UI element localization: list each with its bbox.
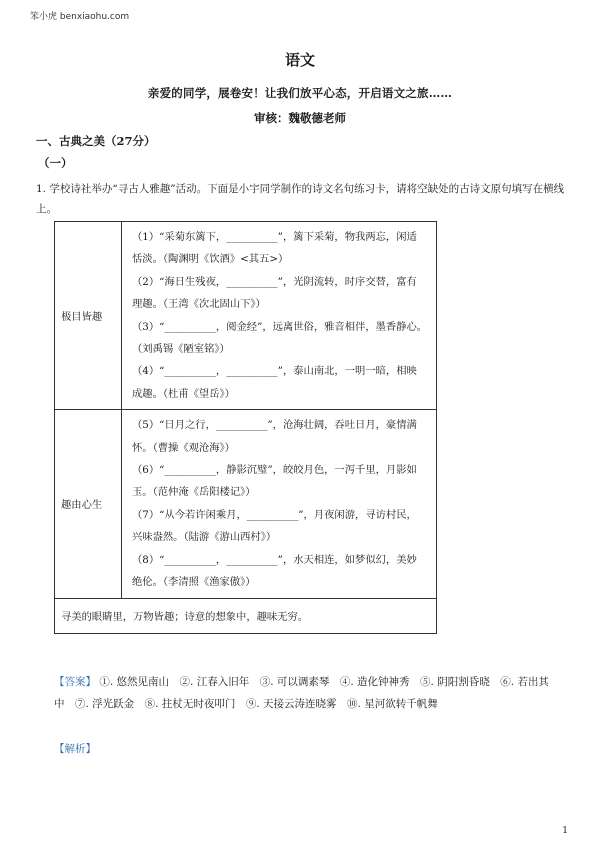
item-line: （刘禹锡《陋室铭》） [132,343,230,356]
question-prompt: 1. 学校诗社举办“寻古人雅趣”活动。下面是小宇同学制作的诗文名句练习卡，请将空缺处的古诗文原句填写在横线上。 [36,183,565,215]
item-line: （2）“海日生残夜，__________”，光阴流转，时序交替，富有 [132,275,417,288]
items-cell [122,222,437,410]
item-line: （6）“__________，静影沉璧”，皎皎月色，一泻千里，月影如 [132,464,417,477]
analysis-block [54,741,96,756]
item-line: 怀。（曹操《观沧海》） [132,441,235,454]
item-line: （3）“__________，阅金经”，远离世俗，雅音相伴，墨香静心。 [132,320,428,333]
item-line: （5）“日月之行，__________”，沧海壮阔，吞吐日月，豪情满 [132,419,417,432]
item-line: （7）“从今若许闲乘月，__________”，月夜闲游，寻访村民， [132,508,417,521]
item-line: （1）“采菊东篱下，__________”，篱下采菊，物我两忘，闲适 [132,231,417,243]
item-line: 玉。（范仲淹《岳阳楼记》） [132,486,256,499]
reviewer-line: 审核：魏敬德老师 [254,111,346,125]
item-line: 理趣。（王湾《次北固山下》） [132,298,266,311]
answer-text: ①. 悠然见南山 ②. 江春入旧年 ③. 可以调素琴 ④. 造化钟神秀 ⑤. 阴阳割昏晓 ⑥. 若出其中 ⑦. 浮光跃金 ⑧. 拄杖无时夜叩门 ⑨. 天接云涛连晓雾 ⑩. 星河欲转千帆舞 [54,676,549,710]
section-heading: 一、古典之美（27分） [36,134,156,148]
page-title: 语文 [284,51,315,69]
table-row [55,410,437,598]
category-cell: 极目皆趣 [55,222,122,410]
table-row [55,598,437,633]
poetry-practice-table [54,221,437,634]
analysis-tag: 【解析】 [54,743,96,755]
subsection-heading: （一） [38,156,73,170]
answer-tag: 【答案】 [54,676,96,688]
items-cell [122,410,437,598]
item-line: 成趣。（杜甫《望岳》） [132,387,235,400]
site-watermark: 笨小虎 benxiaohu.com [30,12,130,22]
item-line: 兴味盎然。（陆游《游山西村》） [132,531,277,544]
table-note: 寻美的眼睛里，万物皆趣；诗意的想象中，趣味无穷。 [55,598,437,633]
page-subtitle: 亲爱的同学，展卷安！让我们放平心态，开启语文之旅…… [147,86,453,100]
answer-block [54,671,554,715]
item-line: 恬淡。（陶渊明《饮酒》<其五>） [132,253,289,266]
item-line: （4）“__________，__________”，泰山南北，一明一暗，相映 [132,365,417,378]
page-number: 1 [562,826,568,836]
item-line: 绝伦。（李清照《渔家傲》） [132,576,256,589]
table-row [55,222,437,410]
category-cell: 趣由心生 [55,410,122,598]
item-line: （8）“__________，__________”，水天相连，如梦似幻，美妙 [132,553,417,566]
